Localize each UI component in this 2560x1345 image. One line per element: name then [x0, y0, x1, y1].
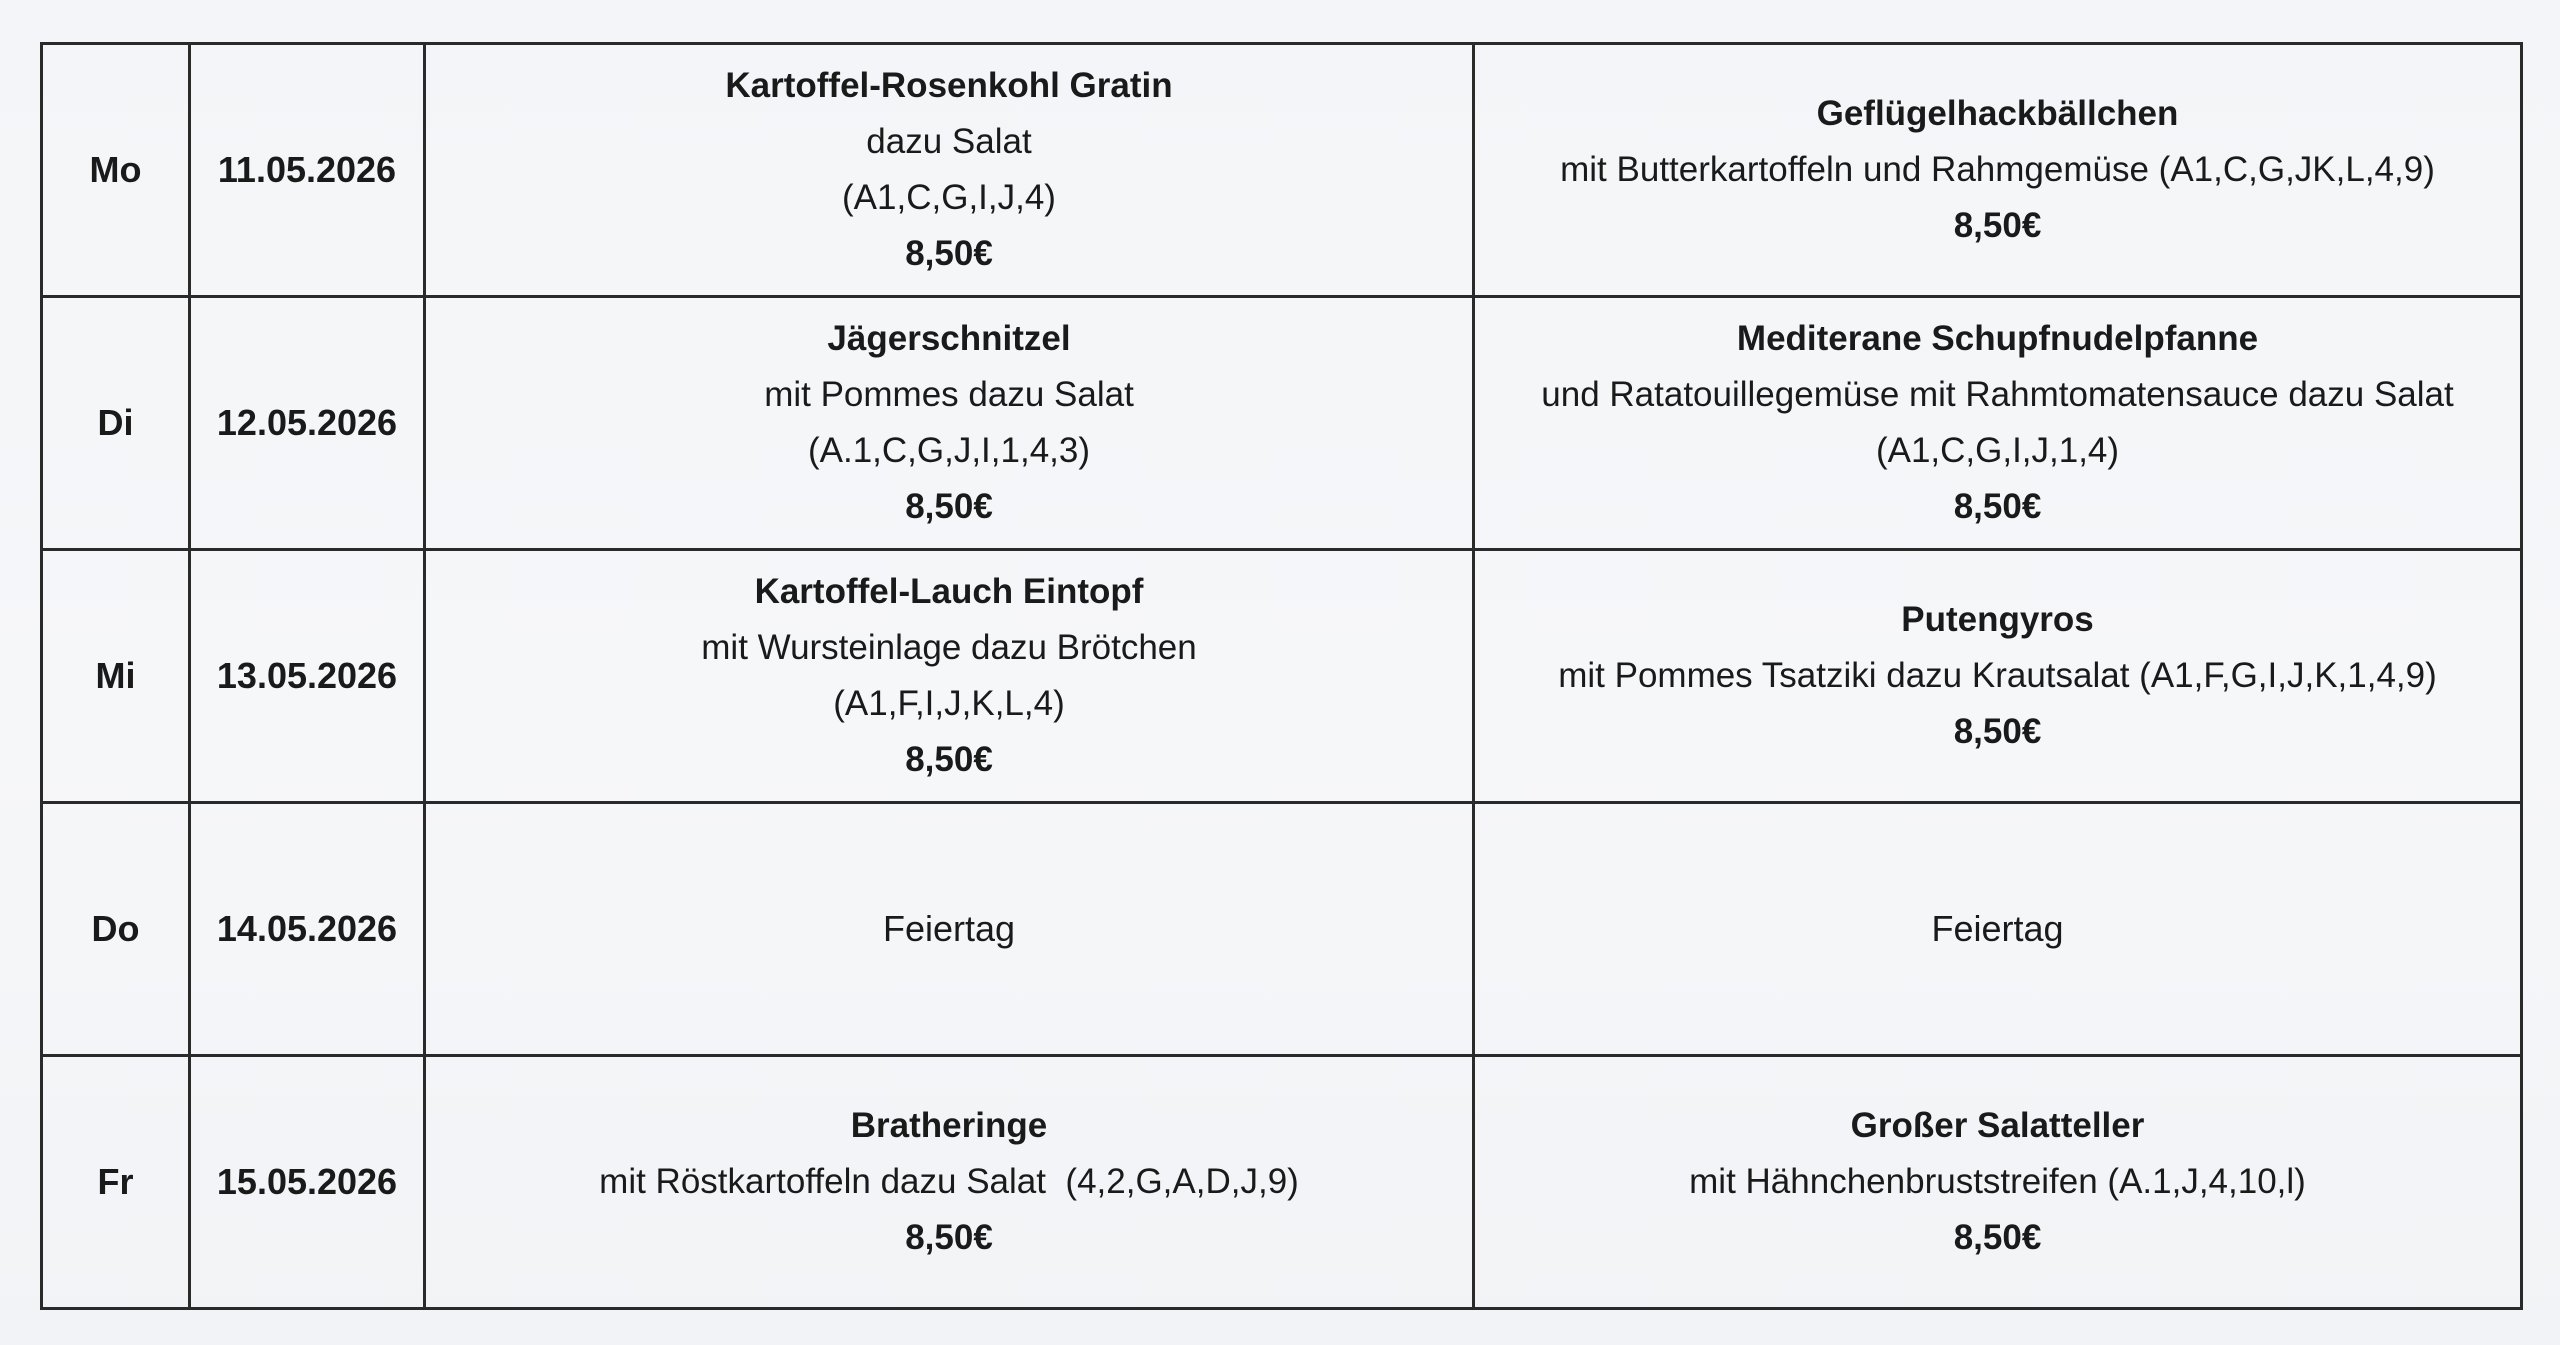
dish-description: mit Röstkartoffeln dazu Salat (4,2,G,A,D,J,9): [599, 1162, 1299, 1201]
weekday-cell: [42, 297, 190, 550]
dish-allergens: (A1,F,I,J,K,L,4): [833, 684, 1065, 723]
dish-cell: [425, 297, 1474, 550]
date-label: 13.05.2026: [216, 655, 398, 696]
date-label: 14.05.2026: [216, 908, 398, 949]
dish-price: 8,50€: [905, 1218, 993, 1257]
dish-title: Mediterane Schupfnudelpfanne: [1736, 319, 2259, 358]
table-row: [42, 297, 2522, 550]
dish-cell: [1474, 550, 2522, 803]
date-label: 15.05.2026: [216, 1161, 398, 1202]
date-label: 12.05.2026: [216, 402, 398, 443]
dish-cell: [1474, 297, 2522, 550]
dish-title: Putengyros: [1901, 600, 2094, 639]
holiday-label: Feiertag: [882, 908, 1016, 949]
dish-description: mit Pommes dazu Salat: [764, 375, 1134, 414]
dish-description: und Ratatouillegemüse mit Rahmtomatensauce dazu Salat: [1541, 375, 2454, 414]
weekly-menu-table: [40, 42, 2523, 1310]
weekday-cell: [42, 44, 190, 297]
dish-cell: [1474, 44, 2522, 297]
dish-cell: [1474, 1056, 2522, 1309]
table-row: [42, 44, 2522, 297]
dish-cell: [425, 550, 1474, 803]
dish-title: Jägerschnitzel: [827, 319, 1071, 358]
weekday-label: Fr: [97, 1161, 134, 1202]
date-label: 11.05.2026: [217, 149, 397, 190]
weekday-cell: [42, 550, 190, 803]
dish-allergens: (A1,C,G,I,J,4): [842, 178, 1056, 217]
dish-price: 8,50€: [905, 234, 993, 273]
date-cell: [190, 1056, 425, 1309]
holiday-label: Feiertag: [1931, 908, 2064, 949]
date-cell: [190, 44, 425, 297]
dish-description: mit Wursteinlage dazu Brötchen: [701, 628, 1197, 667]
dish-price: 8,50€: [1953, 1218, 2042, 1257]
table-row: [42, 550, 2522, 803]
weekday-cell: [42, 1056, 190, 1309]
dish-title: Kartoffel-Rosenkohl Gratin: [725, 66, 1173, 105]
dish-cell: [425, 1056, 1474, 1309]
weekday-label: Mo: [89, 149, 142, 190]
dish-title: Großer Salatteller: [1850, 1106, 2145, 1145]
dish-cell: [425, 803, 1474, 1056]
dish-price: 8,50€: [1953, 206, 2042, 245]
dish-price: 8,50€: [1953, 712, 2042, 751]
date-cell: [190, 297, 425, 550]
weekday-label: Di: [97, 402, 134, 443]
dish-title: Kartoffel-Lauch Eintopf: [754, 572, 1144, 611]
dish-cell: [425, 44, 1474, 297]
dish-price: 8,50€: [905, 487, 993, 526]
weekday-cell: [42, 803, 190, 1056]
table-row: [42, 1056, 2522, 1309]
dish-cell: [1474, 803, 2522, 1056]
date-cell: [190, 803, 425, 1056]
dish-price: 8,50€: [905, 740, 993, 779]
dish-allergens: (A.1,C,G,J,I,1,4,3): [807, 431, 1091, 470]
dish-allergens: (A1,C,G,I,J,1,4): [1875, 431, 2120, 470]
dish-description: dazu Salat: [866, 122, 1032, 161]
dish-title: Geflügelhackbällchen: [1816, 94, 2179, 133]
dish-title: Bratheringe: [850, 1106, 1048, 1145]
dish-description: mit Pommes Tsatziki dazu Krautsalat (A1,F,G,I,J,K,1,4,9): [1558, 656, 2437, 695]
weekday-label: Do: [91, 908, 140, 949]
table-row: [42, 803, 2522, 1056]
weekday-label: Mi: [95, 655, 136, 696]
dish-price: 8,50€: [1953, 487, 2042, 526]
dish-description: mit Butterkartoffeln und Rahmgemüse (A1,C,G,JK,L,4,9): [1560, 150, 2435, 189]
dish-description: mit Hähnchenbruststreifen (A.1,J,4,10,l): [1689, 1162, 2306, 1201]
date-cell: [190, 550, 425, 803]
